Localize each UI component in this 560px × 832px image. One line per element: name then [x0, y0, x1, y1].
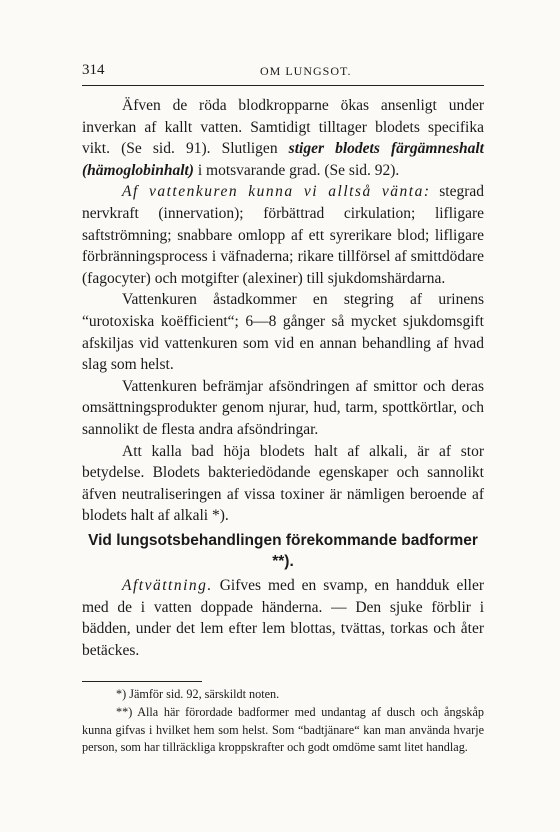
paragraph-urotoxic: Vattenkuren åstadkommer en stegring af urinens “urotoxiska koëfficient“; 6—8 gånger så mycket sjukdomsgift afskiljas vid vattenkuren som vid en annan behandling af hvad slag som helst. — [82, 291, 484, 374]
paragraph-blood-cells: Äfven de röda blodkropparne ökas ansenligt under inverkan af kallt vatten. Samtidigt tilltager blodets specifika vikt. (Se sid. 91). Slutligen stiger blodets färgämneshalt (hämoglobinhalt) i motsvarande grad. (Se sid. 92). — [82, 97, 484, 179]
paragraph-secretion: Vattenkuren befrämjar afsöndringen af smittor och deras omsättningsprodukter genom njurar, hud, tarm, spottkörtlar, och sannolikt de flesta andra afsöndringar. — [82, 377, 484, 438]
section-heading: Vid lungsotsbehandlingen förekommande badformer **). — [88, 531, 478, 571]
paragraph-alkali: Att kalla bad höja blodets halt af alkali, är af stor betydelse. Blodets bakteriedödande egenskaper och sannolikt äfven neutraliseringen af vissa toxiner är nämligen beroende af blodets halt af alkali *). — [82, 442, 484, 525]
footnote-rule — [82, 681, 202, 682]
page-number: 314 — [82, 62, 105, 78]
footnote: **) Alla här förordade badformer med undantag af dusch och ångskåp kunna gifvas i hvilket hem som helst. Som “badtjänare“ kan man använda hvarje person, som har tillräckliga kroppskrafter och godt omdöme samt litet handlag. — [82, 704, 484, 755]
body-text — [82, 95, 484, 661]
running-title: OM LUNGSOT. — [260, 64, 352, 78]
emphasis-text: stiger blodets färgämneshalt (hämoglobinhalt) — [82, 140, 484, 179]
page-header — [82, 62, 482, 84]
header-rule — [82, 85, 484, 86]
footnotes — [82, 686, 484, 757]
footnote: *) Jämför sid. 92, särskildt noten. — [116, 687, 280, 701]
emphasis-text: Af vattenkuren kunna vi alltså vänta: — [122, 183, 431, 201]
paragraph-expectations: Af vattenkuren kunna vi alltså vänta: stegrad nervkraft (innervation); förbättrad cirkulation; lifligare saftströmning; snabbare omlopp af ett syrerikare blod; lifligare förbränningsprocess i väfnaderna; rikare tillförsel af smittdödare (fagocyter) och motgifter (alexiner) till sjukdomshärdarna. — [82, 183, 484, 287]
paragraph-aftvattning: Aftvättning. Gifves med en svamp, en handduk eller med de i vatten doppade händerna. — Den sjuke förblir i bädden, under det lem efter lem blottas, tvättas, torkas och åter betäckes. — [82, 577, 484, 659]
emphasis-text: Aftvättning. — [122, 577, 213, 595]
